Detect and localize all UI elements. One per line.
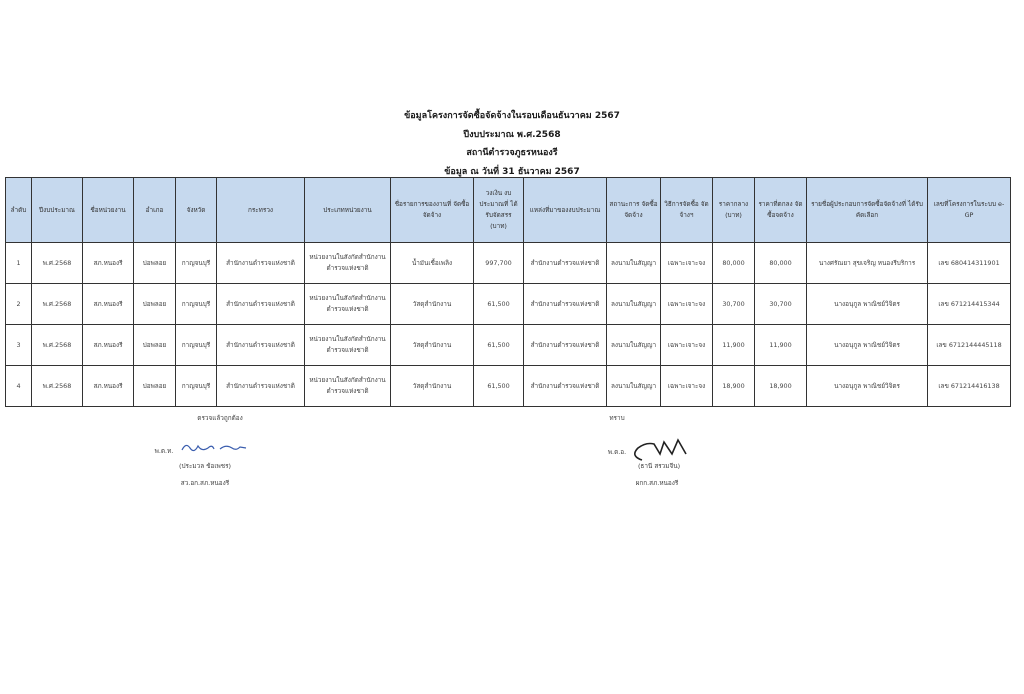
right-signature-rank: พ.ต.อ. (607, 448, 627, 456)
cell-fiscal-year: พ.ศ.2568 (32, 366, 83, 407)
left-signature-caption: ตรวจแล้วถูกต้อง (197, 414, 243, 422)
cell-ministry: สำนักงานตำรวจแห่งชาติ (217, 284, 305, 325)
cell-method: เฉพาะเจาะจง (661, 325, 713, 366)
cell-item-name: วัสดุสำนักงาน (391, 325, 474, 366)
cell-status: ลงนามในสัญญา (607, 325, 661, 366)
right-signature-position: ผกก.สภ.หนองรี (635, 479, 679, 487)
left-signature-name: (ประมวล ช้อเพชร) (179, 462, 231, 470)
cell-fiscal-year: พ.ศ.2568 (32, 243, 83, 284)
cell-vendor: นางอนุกูล พาณิชย์วิจิตร (807, 325, 928, 366)
cell-district: บ่อพลอย (134, 284, 176, 325)
col-header-budget-source: แหล่งที่มาของงบประมาณ (524, 178, 607, 243)
cell-order: 1 (6, 243, 32, 284)
col-header-ministry: กระทรวง (217, 178, 305, 243)
col-header-egp-number: เลขที่โครงการในระบบ e-GP (928, 178, 1011, 243)
col-header-agency: ชื่อหน่วยงาน (83, 178, 134, 243)
cell-method: เฉพาะเจาะจง (661, 243, 713, 284)
col-header-fiscal-year: ปีงบประมาณ (32, 178, 83, 243)
col-header-agency-type: ประเภทหน่วยงาน (305, 178, 391, 243)
table-row (6, 243, 1011, 284)
cell-egp-number: เลข 6712144445118 (928, 325, 1011, 366)
cell-agency: สภ.หนองรี (83, 284, 134, 325)
cell-agency: สภ.หนองรี (83, 366, 134, 407)
left-signature-rank: พ.ต.ท. (154, 447, 174, 455)
cell-median-price: 18,900 (713, 366, 755, 407)
cell-budget: 61,500 (474, 284, 524, 325)
cell-province: กาญจนบุรี (176, 284, 217, 325)
station-name: สถานีตำรวจภูธรหนองรี (466, 148, 558, 158)
table-header-row (6, 178, 1011, 243)
cell-status: ลงนามในสัญญา (607, 284, 661, 325)
cell-order: 2 (6, 284, 32, 325)
left-signature-position: สว.อก.สภ.หนองรี (180, 479, 230, 487)
cell-budget-source: สำนักงานตำรวจแห่งชาติ (524, 243, 607, 284)
cell-median-price: 80,000 (713, 243, 755, 284)
document-title: ข้อมูลโครงการจัดซื้อจัดจ้างในรอบเดือนธันวาคม 2567 (404, 111, 620, 121)
cell-agency-type: หน่วยงานในสังกัดสำนักงาน ตำรวจแห่งชาติ (305, 325, 391, 366)
col-header-item-name: ชื่อรายการของงานที่ จัดซื้อจัดจ้าง (391, 178, 474, 243)
cell-agency-type: หน่วยงานในสังกัดสำนักงาน ตำรวจแห่งชาติ (305, 284, 391, 325)
cell-district: บ่อพลอย (134, 366, 176, 407)
cell-agreed-price: 80,000 (755, 243, 807, 284)
col-header-method: วิธีการจัดซื้อ จัดจ้างฯ (661, 178, 713, 243)
cell-vendor: นางศรัณยา สุขเจริญ หนองรีบริการ (807, 243, 928, 284)
procurement-table (5, 177, 1011, 407)
cell-agency-type: หน่วยงานในสังกัดสำนักงาน ตำรวจแห่งชาติ (305, 243, 391, 284)
cell-item-name: วัสดุสำนักงาน (391, 366, 474, 407)
cell-egp-number: เลข 671214416138 (928, 366, 1011, 407)
cell-agreed-price: 30,700 (755, 284, 807, 325)
cell-vendor: นางอนุกูล พาณิชย์วิจิตร (807, 366, 928, 407)
cell-province: กาญจนบุรี (176, 325, 217, 366)
fiscal-year: ปีงบประมาณ พ.ศ.2568 (463, 129, 561, 140)
cell-budget: 61,500 (474, 366, 524, 407)
cell-agreed-price: 18,900 (755, 366, 807, 407)
cell-district: บ่อพลอย (134, 325, 176, 366)
cell-fiscal-year: พ.ศ.2568 (32, 325, 83, 366)
col-header-budget: วงเงิน งบประมาณที่ ได้รับจัดสรร (บาท) (474, 178, 524, 243)
cell-ministry: สำนักงานตำรวจแห่งชาติ (217, 325, 305, 366)
cell-district: บ่อพลอย (134, 243, 176, 284)
cell-order: 4 (6, 366, 32, 407)
cell-agency: สภ.หนองรี (83, 325, 134, 366)
cell-agency: สภ.หนองรี (83, 243, 134, 284)
cell-agency-type: หน่วยงานในสังกัดสำนักงาน ตำรวจแห่งชาติ (305, 366, 391, 407)
table-row (6, 366, 1011, 407)
right-signature-caption: ทราบ (609, 414, 625, 422)
cell-median-price: 30,700 (713, 284, 755, 325)
cell-ministry: สำนักงานตำรวจแห่งชาติ (217, 243, 305, 284)
col-header-order: ลำดับ (6, 178, 32, 243)
cell-budget-source: สำนักงานตำรวจแห่งชาติ (524, 284, 607, 325)
cell-ministry: สำนักงานตำรวจแห่งชาติ (217, 366, 305, 407)
cell-method: เฉพาะเจาะจง (661, 366, 713, 407)
cell-budget: 997,700 (474, 243, 524, 284)
col-header-district: อำเภอ (134, 178, 176, 243)
table-row (6, 284, 1011, 325)
cell-budget-source: สำนักงานตำรวจแห่งชาติ (524, 366, 607, 407)
table-row (6, 325, 1011, 366)
cell-agreed-price: 11,900 (755, 325, 807, 366)
cell-median-price: 11,900 (713, 325, 755, 366)
right-signature-name: (ธานี สรวมจีน) (637, 462, 681, 470)
col-header-vendor: รายชื่อผู้ประกอบการจัดซื้อจัดจ้างที่ ได้รับคัดเลือก (807, 178, 928, 243)
cell-status: ลงนามในสัญญา (607, 243, 661, 284)
cell-vendor: นางอนุกูล พาณิชย์วิจิตร (807, 284, 928, 325)
cell-item-name: น้ำมันเชื้อเพลิง (391, 243, 474, 284)
cell-budget: 61,500 (474, 325, 524, 366)
col-header-agreed-price: ราคาที่ตกลง จัดซื้อจดจ้าง (755, 178, 807, 243)
cell-item-name: วัสดุสำนักงาน (391, 284, 474, 325)
cell-egp-number: เลข 680414311901 (928, 243, 1011, 284)
cell-status: ลงนามในสัญญา (607, 366, 661, 407)
left-signature-scribble (180, 440, 250, 456)
cell-egp-number: เลข 671214415344 (928, 284, 1011, 325)
col-header-median-price: ราคากลาง (บาท) (713, 178, 755, 243)
document-title-block (0, 107, 1024, 181)
cell-fiscal-year: พ.ศ.2568 (32, 284, 83, 325)
col-header-province: จังหวัด (176, 178, 217, 243)
cell-method: เฉพาะเจาะจง (661, 284, 713, 325)
cell-province: กาญจนบุรี (176, 243, 217, 284)
col-header-status: สถานะการ จัดซื้อจัดจ้าง (607, 178, 661, 243)
cell-order: 3 (6, 325, 32, 366)
data-date: ข้อมูล ณ วันที่ 31 ธันวาคม 2567 (444, 166, 580, 177)
cell-budget-source: สำนักงานตำรวจแห่งชาติ (524, 325, 607, 366)
cell-province: กาญจนบุรี (176, 366, 217, 407)
